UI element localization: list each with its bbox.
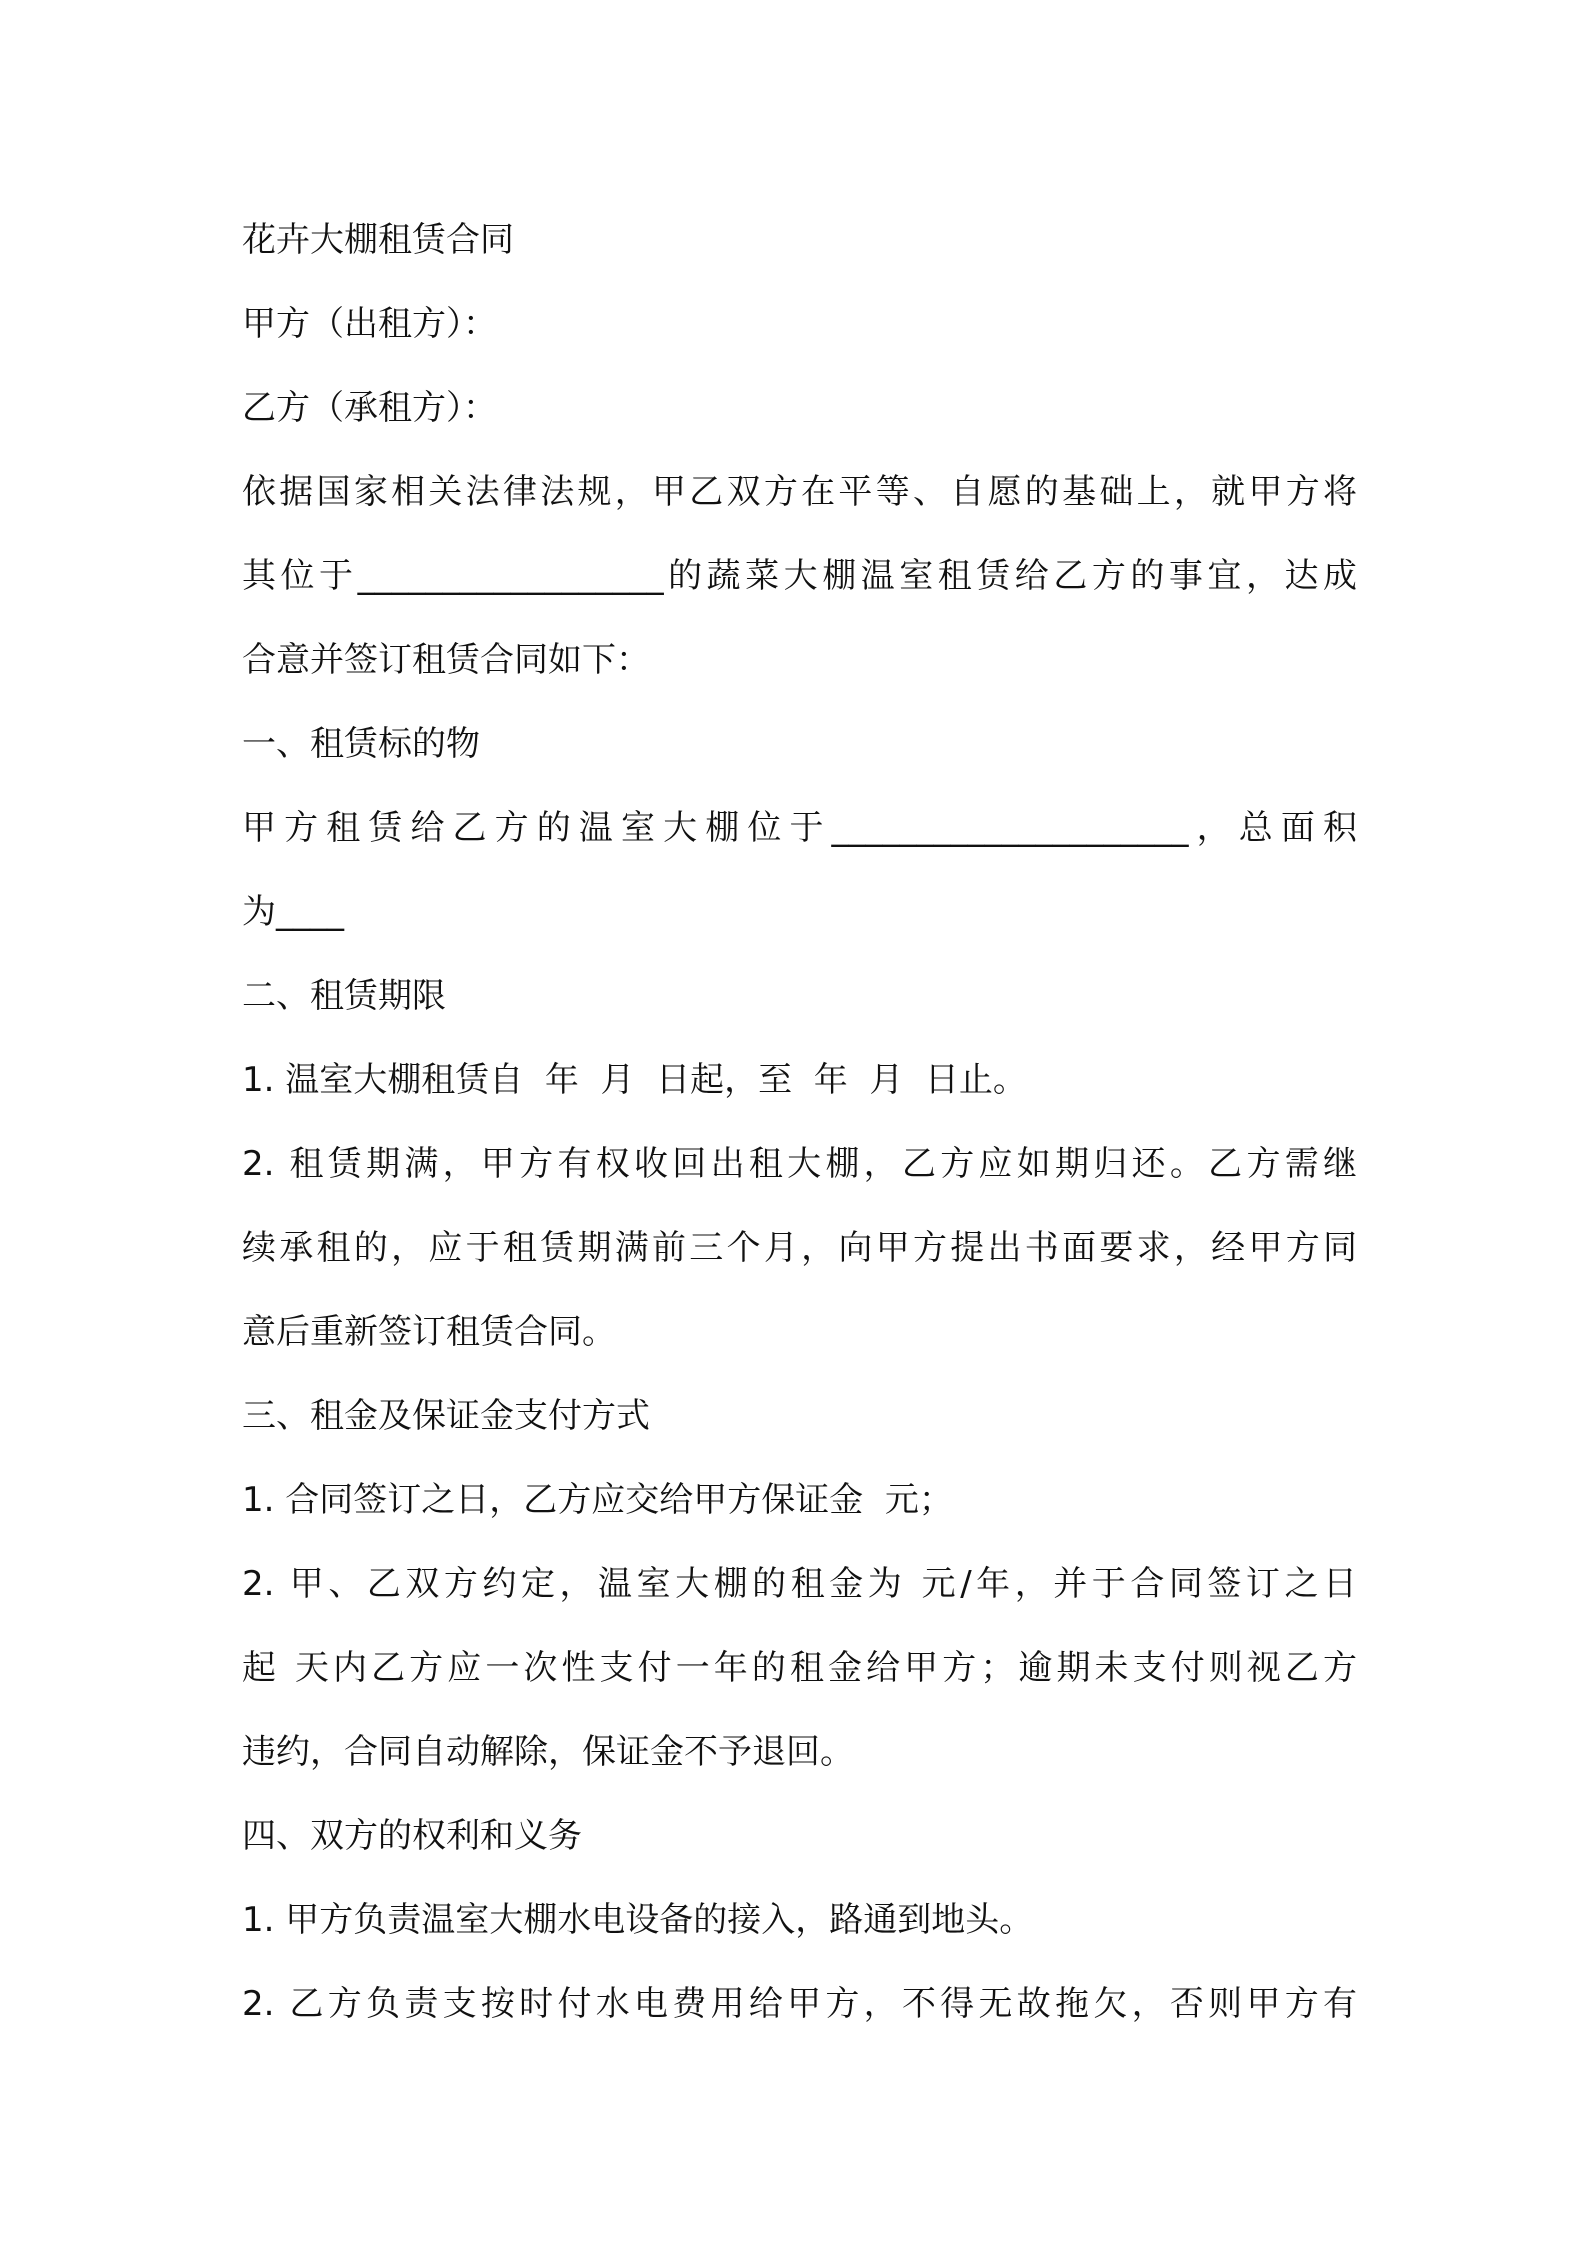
section-2-item-2-line: 意后重新签订租赁合同。 bbox=[242, 1312, 616, 1352]
party-b-label: 乙方（承租方）： bbox=[242, 388, 497, 428]
section-1-text-line: 甲方租赁给乙方的温室大棚位于_____________________，总面积 bbox=[242, 808, 1357, 848]
section-3-item-2-line: 起 天内乙方应一次性支付一年的租金给甲方；逾期未支付则视乙方 bbox=[242, 1648, 1357, 1688]
section-3-item-1: 1. 合同签订之日，乙方应交给甲方保证金 元； bbox=[242, 1480, 953, 1520]
section-4-item-1: 1. 甲方负责温室大棚水电设备的接入，路通到地头。 bbox=[242, 1900, 1034, 1940]
intro-paragraph-line: 依据国家相关法律法规，甲乙双方在平等、自愿的基础上，就甲方将 bbox=[242, 472, 1357, 512]
contract-body bbox=[242, 198, 1357, 2046]
section-3-item-2-line: 2. 甲、乙双方约定，温室大棚的租金为 元/年，并于合同签订之日 bbox=[242, 1564, 1357, 1604]
section-4-item-2-line: 2. 乙方负责支按时付水电费用给甲方，不得无故拖欠，否则甲方有 bbox=[242, 1984, 1357, 2024]
section-2-item-2-line: 续承租的，应于租赁期满前三个月，向甲方提出书面要求，经甲方同 bbox=[242, 1228, 1357, 1268]
section-heading-1: 一、租赁标的物 bbox=[242, 724, 480, 764]
section-2-item-2-line: 2. 租赁期满，甲方有权收回出租大棚，乙方应如期归还。乙方需继 bbox=[242, 1144, 1357, 1184]
intro-paragraph-line: 合意并签订租赁合同如下： bbox=[242, 640, 650, 680]
section-heading-3: 三、租金及保证金支付方式 bbox=[242, 1396, 650, 1436]
section-1-text-line: 为____ bbox=[242, 892, 344, 932]
intro-paragraph-line: 其位于__________________的蔬菜大棚温室租赁给乙方的事宜，达成 bbox=[242, 556, 1357, 596]
document-title: 花卉大棚租赁合同 bbox=[242, 220, 514, 260]
section-heading-4: 四、双方的权利和义务 bbox=[242, 1816, 582, 1856]
section-2-item-1: 1. 温室大棚租赁自 年 月 日起，至 年 月 日止。 bbox=[242, 1060, 1027, 1100]
section-3-item-2-line: 违约，合同自动解除，保证金不予退回。 bbox=[242, 1732, 854, 1772]
section-heading-2: 二、租赁期限 bbox=[242, 976, 446, 1016]
party-a-label: 甲方（出租方）： bbox=[242, 304, 497, 344]
